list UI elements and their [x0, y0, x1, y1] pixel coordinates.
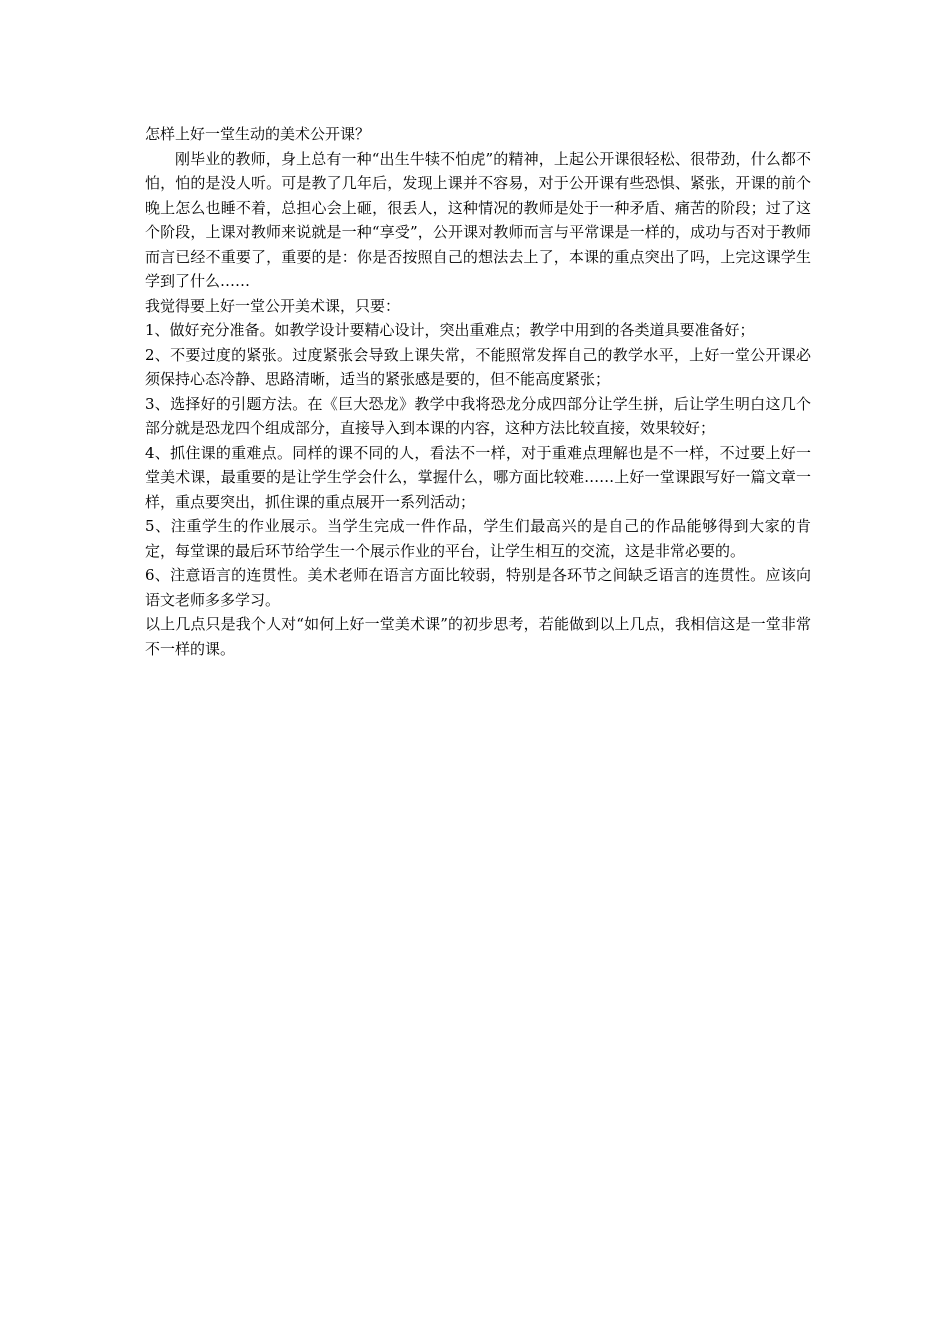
conclusion-paragraph: 以上几点只是我个人对“如何上好一堂美术课”的初步思考，若能做到以上几点，我相信这是一堂非常不一样的课。 — [145, 615, 811, 658]
document-title: 怎样上好一堂生动的美术公开课？ — [145, 125, 371, 143]
point-4: 4、抓住课的重难点。同样的课不同的人，看法不一样，对于重难点理解也是不一样，不过要上好一堂美术课，最重要的是让学生学会什么，掌握什么，哪方面比较难……上好一堂课跟写好一篇文章一样，重点要突出，抓住课的重点展开一系列活动； — [145, 443, 811, 511]
lead-paragraph: 我觉得要上好一堂公开美术课，只要： — [145, 296, 401, 315]
document-body — [145, 122, 811, 661]
intro-paragraph: 刚毕业的教师，身上总有一种“出生牛犊不怕虎”的精神，上起公开课很轻松、很带劲，什么都不怕，怕的是没人听。可是教了几年后，发现上课并不容易，对于公开课有些恐惧、紧张，开课的前个晚上怎么也睡不着，总担心会上砸，很丢人，这种情况的教师是处于一种矛盾、痛苦的阶段；过了这个阶段，上课对教师来说就是一种“享受”，公开课对教师而言与平常课是一样的，成功与否对于教师而言已经不重要了，重要的是：你是否按照自己的想法去上了，本课的重点突出了吗，上完这课学生学到了什么…… — [145, 149, 811, 290]
point-6: 6、注意语言的连贯性。美术老师在语言方面比较弱，特别是各环节之间缺乏语言的连贯性。应该向语文老师多多学习。 — [145, 566, 811, 609]
point-2: 2、不要过度的紧张。过度紧张会导致上课失常，不能照常发挥自己的教学水平，上好一堂公开课必须保持心态冷静、思路清晰，适当的紧张感是要的，但不能高度紧张； — [145, 345, 811, 388]
point-3: 3、选择好的引题方法。在《巨大恐龙》教学中我将恐龙分成四部分让学生拼，后让学生明白这几个部分就是恐龙四个组成部分，直接导入到本课的内容，这种方法比较直接，效果较好； — [145, 394, 811, 437]
point-1: 1、做好充分准备。如教学设计要精心设计，突出重难点；教学中用到的各类道具要准备好； — [145, 321, 755, 339]
point-5: 5、注重学生的作业展示。当学生完成一件作品，学生们最高兴的是自己的作品能够得到大家的肯定，每堂课的最后环节给学生一个展示作业的平台，让学生相互的交流，这是非常必要的。 — [145, 517, 811, 560]
